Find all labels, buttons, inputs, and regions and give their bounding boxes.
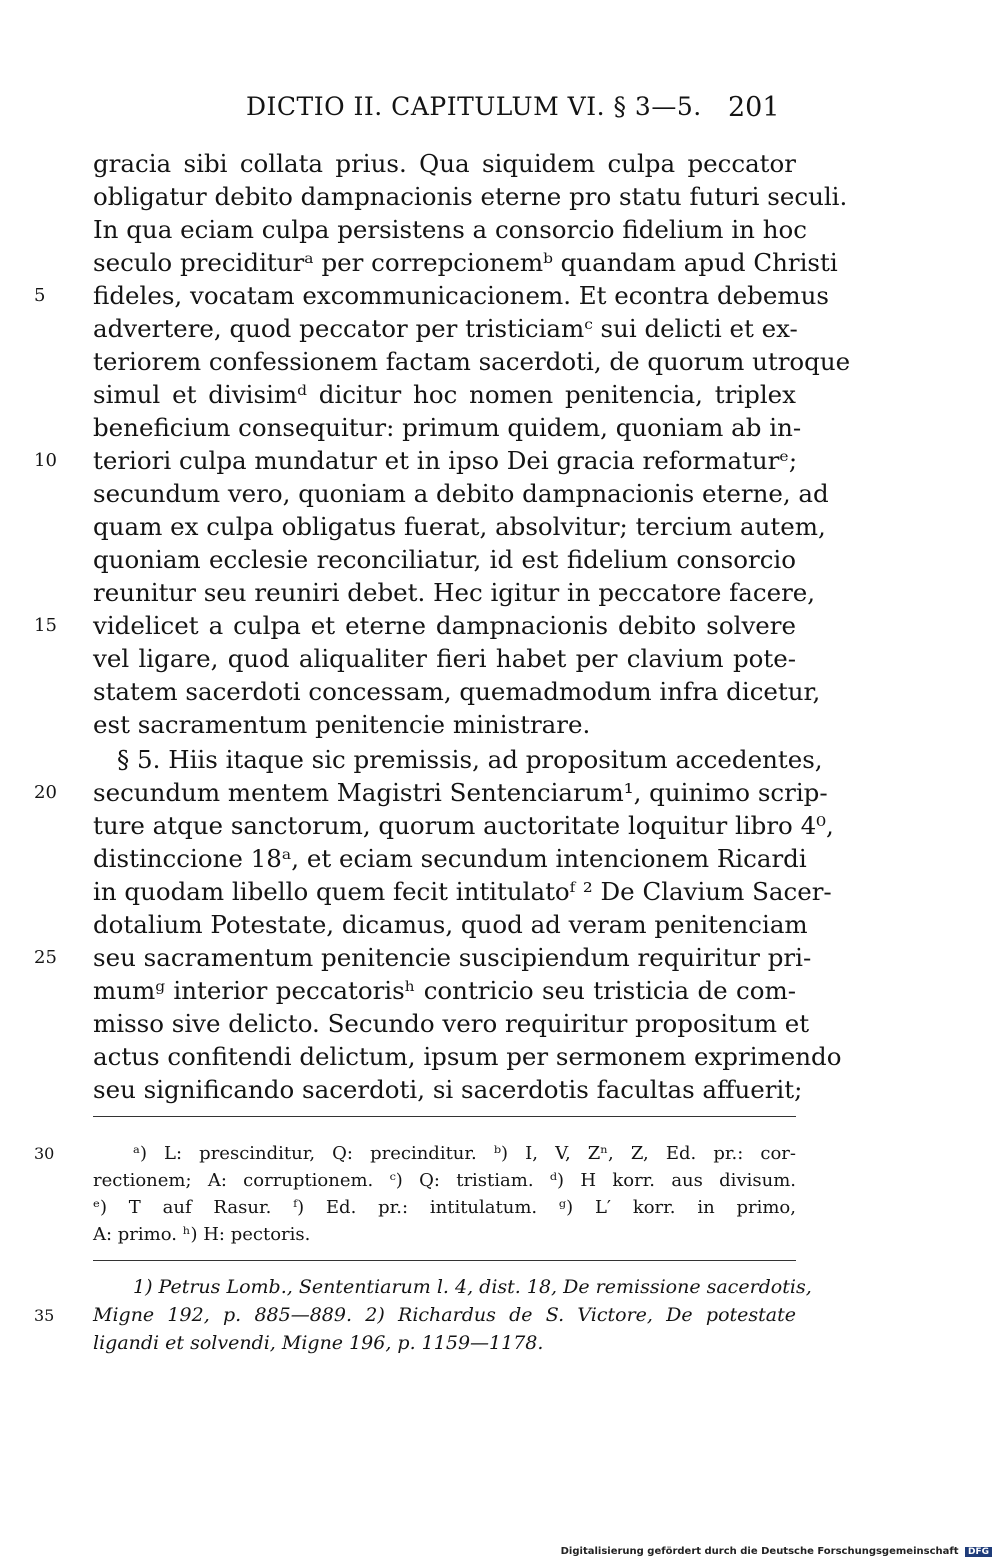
text-line: est sacramentum penitencie ministrare.: [93, 710, 591, 739]
apparatus-line: ᵉ) T auf Rasur. ᶠ) Ed. pr.: intitulatum. ᵍ) L′ korr. in primo,: [93, 1197, 796, 1218]
line-number: 10: [34, 450, 57, 471]
dfg-logo: DFG: [965, 1547, 992, 1557]
line-number: 25: [34, 947, 57, 968]
source-note-line: 1) Petrus Lomb., Sententiarum l. 4, dist. 18, De remissione sacerdotis,: [133, 1276, 812, 1298]
page-number: 201: [728, 92, 780, 123]
apparatus-divider: [93, 1116, 796, 1117]
text-line: teriori culpa mundatur et in ipso Dei gracia reformaturᵉ;: [93, 446, 798, 475]
text-line: quoniam ecclesie reconciliatur, id est fidelium consorcio: [93, 545, 796, 574]
text-line: simul et divisimᵈ dicitur hoc nomen penitencia, triplex: [93, 380, 796, 409]
text-line: vel ligare, quod aliqualiter fieri habet per clavium pote-: [93, 644, 796, 673]
text-line: teriorem confessionem factam sacerdoti, de quorum utroque: [93, 347, 851, 376]
line-number: 30: [34, 1144, 55, 1163]
text-line: videlicet a culpa et eterne dampnacionis debito solvere: [93, 611, 796, 640]
text-line: ture atque sanctorum, quorum auctoritate loquitur libro 4⁰,: [93, 811, 834, 840]
text-line: reunitur seu reuniri debet. Hec igitur in peccatore facere,: [93, 578, 816, 607]
line-number: 5: [34, 285, 46, 306]
text-line: fideles, vocatam excommunicacionem. Et econtra debemus: [93, 281, 829, 310]
text-line: seu sacramentum penitencie suscipiendum requiritur pri-: [93, 943, 812, 972]
line-number: 15: [34, 615, 57, 636]
running-head: DICTIO II. CAPITULUM VI. § 3—5.: [246, 92, 702, 121]
source-note-line: Migne 192, p. 885—889. 2) Richardus de S. Victore, De potestate: [93, 1304, 796, 1326]
text-line: In qua eciam culpa persistens a consorcio fidelium in hoc: [93, 215, 807, 244]
text-line: actus confitendi delictum, ipsum per sermonem exprimendo: [93, 1042, 842, 1071]
text-line: secundum mentem Magistri Sentenciarum¹, quinimo scrip-: [93, 778, 828, 807]
digitization-credit: [561, 1546, 992, 1557]
text-line: mumᵍ interior peccatorisʰ contricio seu tristicia de com-: [93, 976, 796, 1005]
credit-text: Digitalisierung gefördert durch die Deutsche Forschungsgemeinschaft: [560, 1546, 959, 1557]
line-number: 20: [34, 782, 57, 803]
apparatus-line: A: primo. ʰ) H: pectoris.: [93, 1224, 311, 1245]
text-line: seu significando sacerdoti, si sacerdotis facultas affuerit;: [93, 1075, 803, 1104]
line-number: 35: [34, 1306, 55, 1325]
text-line: advertere, quod peccator per tristiciamᶜ sui delicti et ex-: [93, 314, 798, 343]
text-line: seculo preciditurᵃ per correpcionemᵇ quandam apud Christi: [93, 248, 838, 277]
text-line: obligatur debito dampnacionis eterne pro statu futuri seculi.: [93, 182, 848, 211]
apparatus-line: rectionem; A: corruptionem. ᶜ) Q: tristiam. ᵈ) H korr. aus divisum.: [93, 1170, 796, 1191]
text-line: statem sacerdoti concessam, quemadmodum infra dicetur,: [93, 677, 821, 706]
text-line: secundum vero, quoniam a debito dampnacionis eterne, ad: [93, 479, 829, 508]
page-header: [0, 88, 1000, 128]
text-line: quam ex culpa obligatus fuerat, absolvitur; tercium autem,: [93, 512, 826, 541]
text-line: gracia sibi collata prius. Qua siquidem culpa peccator: [93, 149, 796, 178]
text-line: misso sive delicto. Secundo vero requiritur propositum et: [93, 1009, 810, 1038]
text-line: dotalium Potestate, dicamus, quod ad veram penitenciam: [93, 910, 808, 939]
source-note-line: ligandi et solvendi, Migne 196, p. 1159—1178.: [93, 1332, 544, 1354]
text-line: beneficium consequitur: primum quidem, quoniam ab in-: [93, 413, 802, 442]
apparatus-line: ᵃ) L: prescinditur, Q: precinditur. ᵇ) I, V, Zⁿ, Z, Ed. pr.: cor-: [133, 1143, 796, 1164]
notes-divider: [93, 1260, 796, 1261]
text-line: in quodam libello quem fecit intitulatoᶠ ² De Clavium Sacer-: [93, 877, 832, 906]
text-line: § 5. Hiis itaque sic premissis, ad propositum accedentes,: [117, 745, 823, 774]
text-line: distinccione 18ᵃ, et eciam secundum intencionem Ricardi: [93, 844, 807, 873]
